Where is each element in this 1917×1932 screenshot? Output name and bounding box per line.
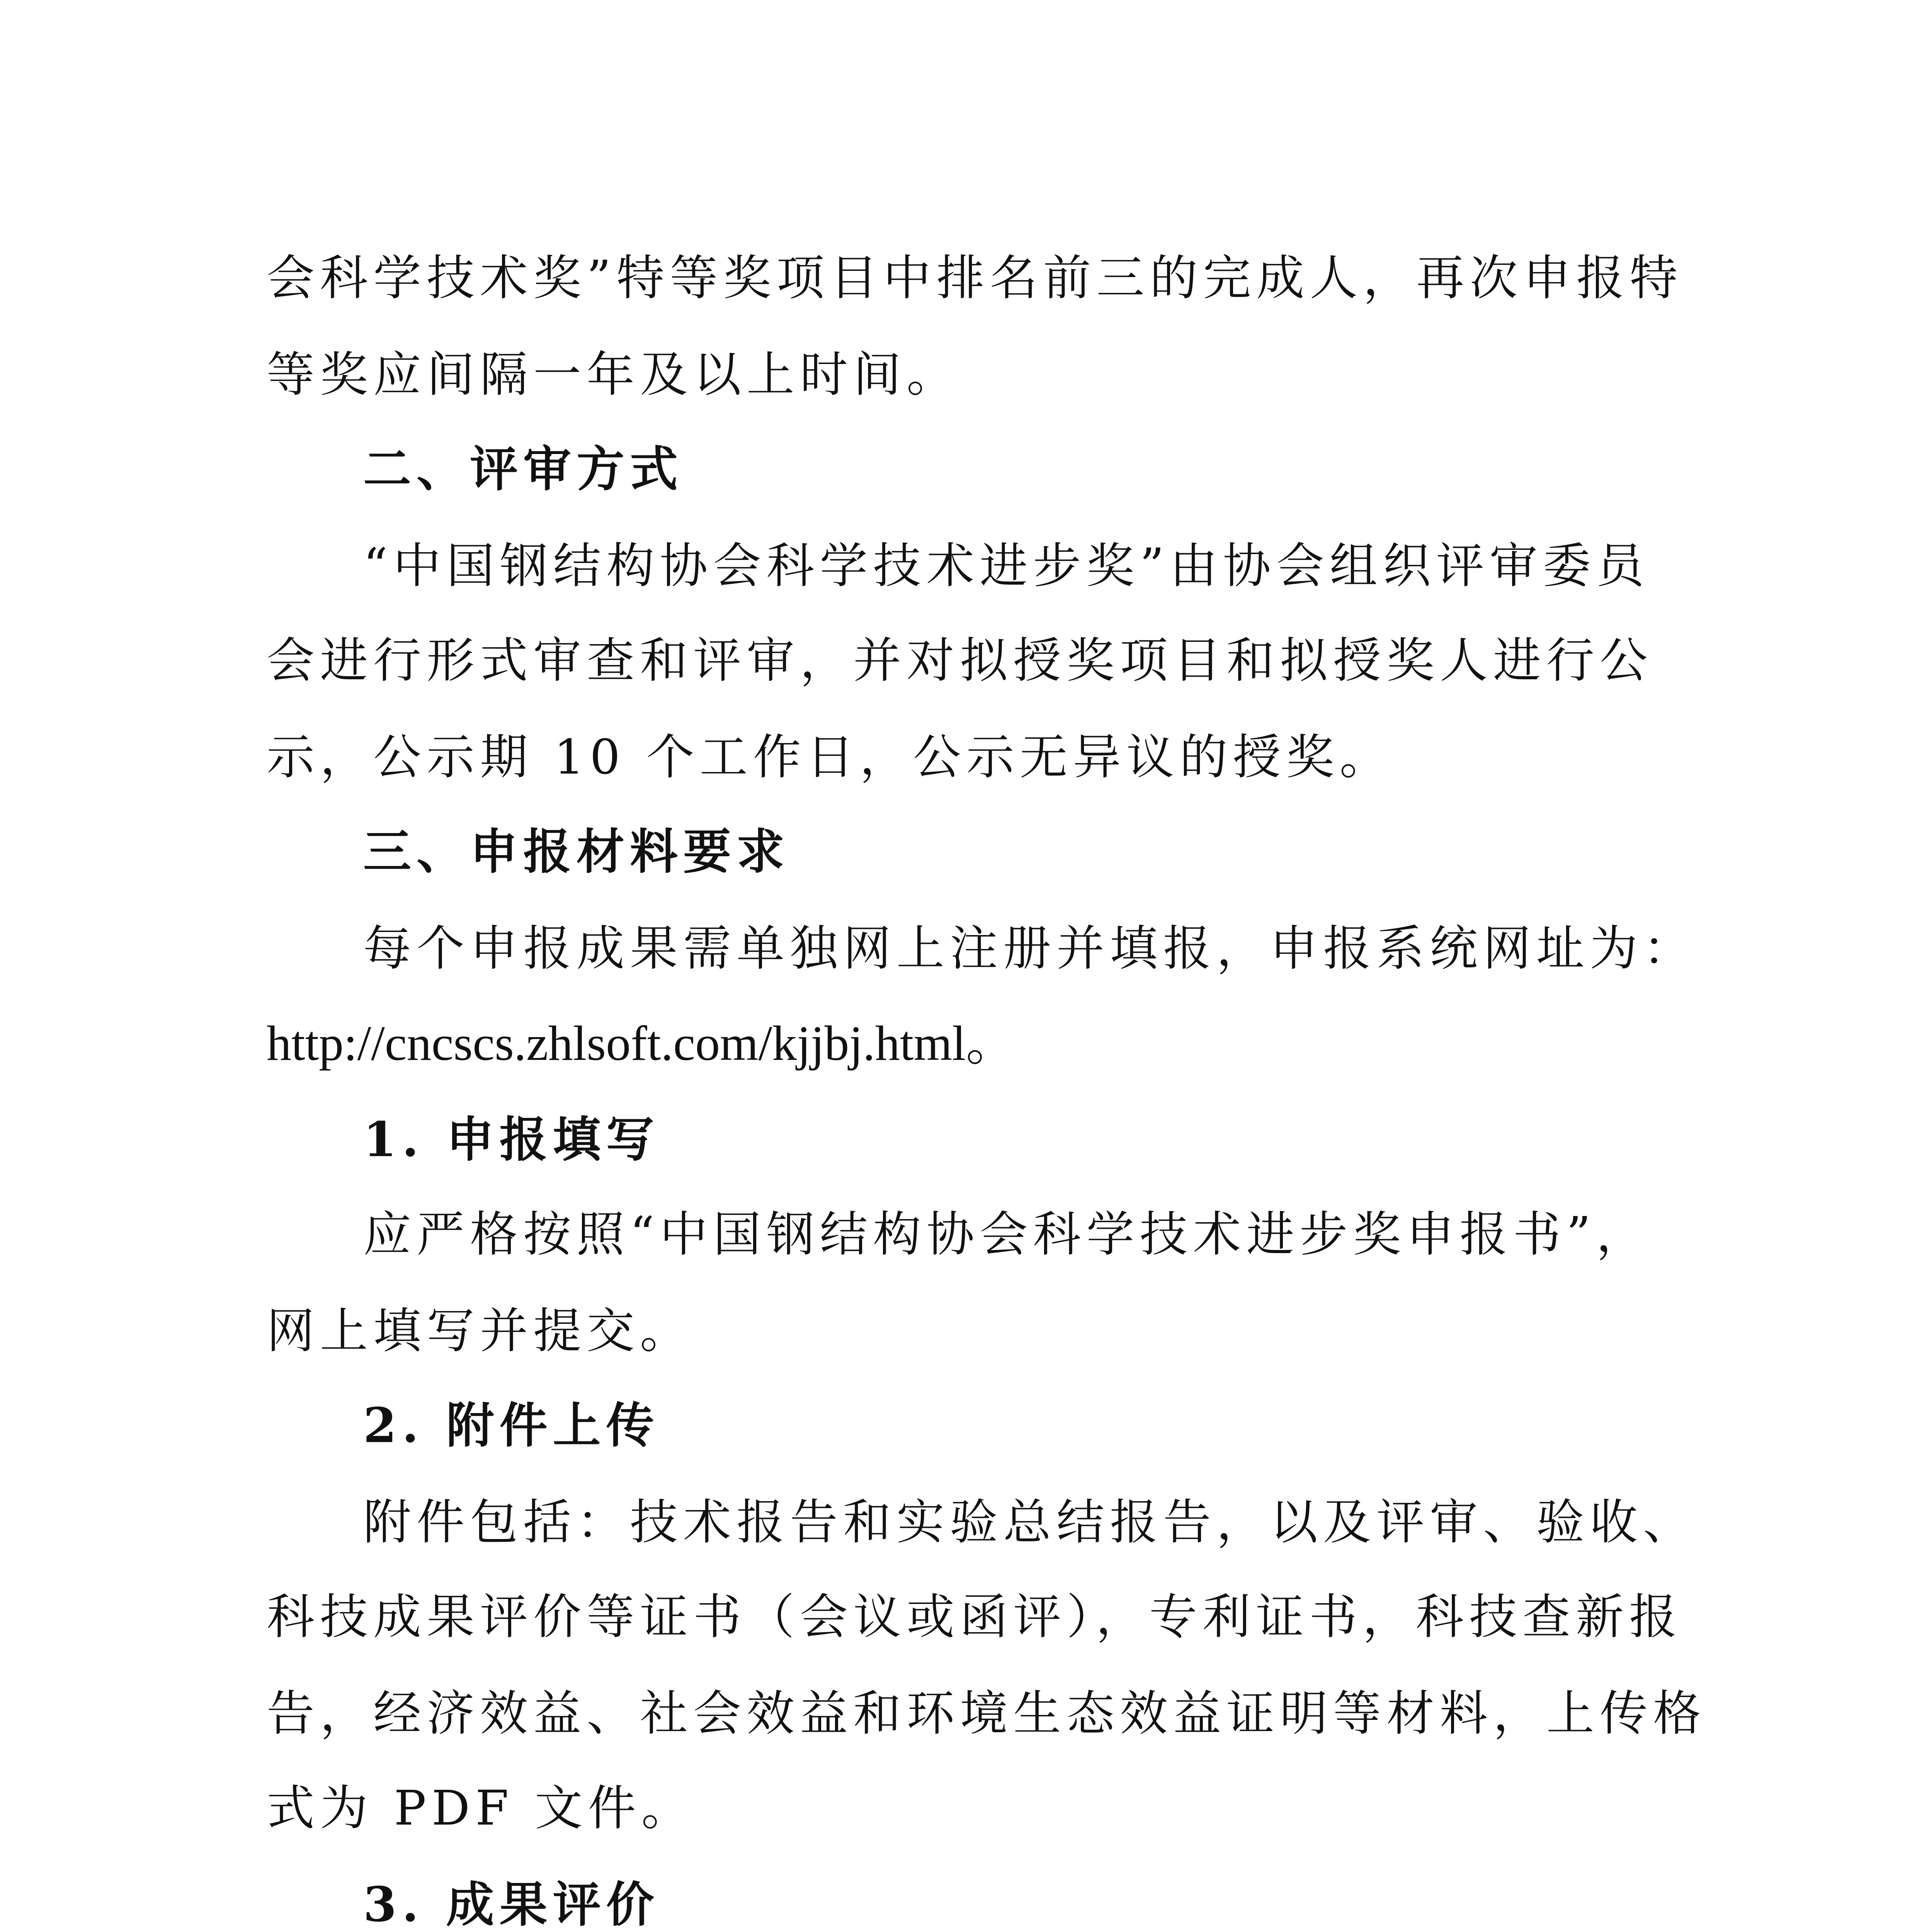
- paragraph-line: 式为 PDF 文件。: [267, 1781, 695, 1836]
- section-heading: 三、申报材料要求: [363, 824, 790, 880]
- paragraph-line: 应严格按照“中国钢结构协会科学技术进步奖申报书”，: [363, 1207, 1650, 1262]
- paragraph-line: 会科学技术奖”特等奖项目中排名前三的完成人，再次申报特: [267, 250, 1683, 306]
- subsection-heading: 1. 申报填写: [363, 1112, 660, 1168]
- subsection-heading: 3. 成果评价: [363, 1877, 660, 1932]
- section-heading: 二、评审方式: [363, 441, 684, 497]
- subsection-heading: 2. 附件上传: [363, 1398, 660, 1454]
- paragraph-line: 示，公示期 10 个工作日，公示无异议的授奖。: [267, 730, 1393, 785]
- url-line: http://cncscs.zhlsoft.com/kjjbj.html。: [267, 1016, 1015, 1071]
- paragraph-line: 等奖应间隔一年及以上时间。: [267, 347, 960, 403]
- paragraph-line: 会进行形式审查和评审，并对拟授奖项目和拟授奖人进行公: [267, 633, 1653, 689]
- paragraph-line: 告，经济效益、社会效益和环境生态效益证明等材料，上传格: [267, 1686, 1707, 1742]
- paragraph-line: “中国钢结构协会科学技术进步奖”由协会组织评审委员: [363, 538, 1650, 594]
- paragraph-line: 网上填写并提交。: [267, 1303, 694, 1359]
- paragraph-line: 附件包括：技术报告和实验总结报告，以及评审、验收、: [363, 1495, 1697, 1550]
- paragraph-line: 每个申报成果需单独网上注册并填报，申报系统网址为：: [363, 921, 1697, 976]
- paragraph-line: 科技成果评价等证书（会议或函评），专利证书，科技查新报: [267, 1589, 1683, 1645]
